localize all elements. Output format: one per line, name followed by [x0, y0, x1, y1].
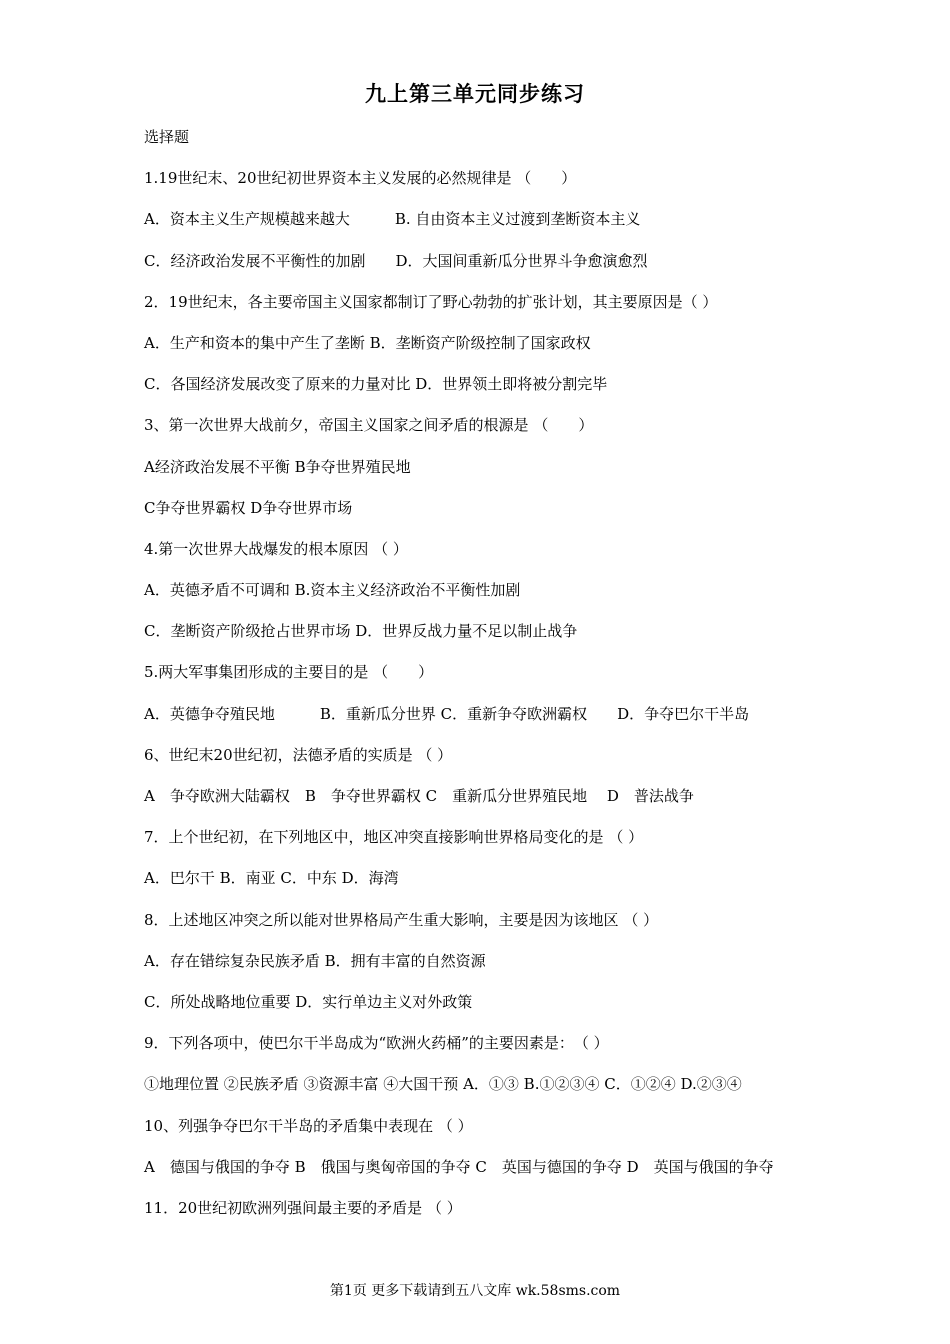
question-8: 8．上述地区冲突之所以能对世界格局产生重大影响，主要是因为该地区 （ ）	[144, 910, 659, 929]
question-9-options: ①地理位置 ②民族矛盾 ③资源丰富 ④大国干预 A．①③ B.①②③④ C．①②④ D.②③④	[144, 1075, 742, 1094]
document-title: 九上第三单元同步练习	[365, 81, 585, 106]
question-2: 2．19世纪末，各主要帝国主义国家都制订了野心勃勃的扩张计划，其主要原因是（ ）	[144, 292, 718, 311]
question-3-options-cd: C争夺世界霸权 D争夺世界市场	[144, 498, 353, 517]
question-9: 9．下列各项中，使巴尔干半岛成为“欧洲火药桶”的主要因素是： （ ）	[144, 1034, 609, 1053]
question-4: 4.第一次世界大战爆发的根本原因 （ ）	[144, 539, 408, 558]
question-10-options: A 德国与俄国的争夺 B 俄国与奥匈帝国的争夺 C 英国与德国的争夺 D 英国与俄国的争夺	[144, 1157, 774, 1176]
question-2-options-cd: C．各国经济发展改变了原来的力量对比 D．世界领土即将被分割完毕	[144, 375, 608, 394]
question-11: 11．20世纪初欧洲列强间最主要的矛盾是 （ ）	[144, 1198, 462, 1217]
question-3-options-ab: A经济政治发展不平衡 B争夺世界殖民地	[144, 457, 411, 476]
section-heading: 选择题	[144, 128, 190, 146]
question-list	[144, 124, 864, 1236]
question-6: 6、世纪末20世纪初，法德矛盾的实质是 （ ）	[144, 745, 453, 764]
question-4-options-cd: C．垄断资产阶级抢占世界市场 D．世界反战力量不足以制止战争	[144, 622, 578, 641]
question-8-options-cd: C．所处战略地位重要 D．实行单边主义对外政策	[144, 992, 473, 1011]
question-10: 10、列强争夺巴尔干半岛的矛盾集中表现在 （ ）	[144, 1116, 473, 1135]
question-6-options: A 争夺欧洲大陆霸权 B 争夺世界霸权 C 重新瓜分世界殖民地 D 普法战争	[144, 787, 694, 805]
question-7: 7．上个世纪初，在下列地区中，地区冲突直接影响世界格局变化的是 （ ）	[144, 828, 644, 847]
question-5-options: A．英德争夺殖民地 B．重新瓜分世界 C．重新争夺欧洲霸权 D．争夺巴尔干半岛	[144, 704, 750, 723]
question-1-options-cd: C．经济政治发展不平衡性的加剧 D．大国间重新瓜分世界斗争愈演愈烈	[144, 251, 648, 270]
question-3: 3、第一次世界大战前夕，帝国主义国家之间矛盾的根源是 （ ）	[144, 416, 594, 435]
question-4-options-ab: A．英德矛盾不可调和 B.资本主义经济政治不平衡性加剧	[144, 581, 521, 600]
question-7-options: A．巴尔干 B．南亚 C．中东 D．海湾	[144, 869, 399, 888]
page-footer: 第1页 更多下载请到五八文库 wk.58sms.com	[329, 1283, 621, 1299]
question-1-options-ab: A．资本主义生产规模越来越大 B. 自由资本主义过渡到垄断资本主义	[144, 210, 641, 229]
question-1: 1.19世纪末、20世纪初世界资本主义发展的必然规律是 （ ）	[144, 169, 577, 188]
question-8-options-ab: A．存在错综复杂民族矛盾 B．拥有丰富的自然资源	[144, 951, 486, 970]
question-2-options-ab: A．生产和资本的集中产生了垄断 B．垄断资产阶级控制了国家政权	[144, 333, 591, 352]
question-5: 5.两大军事集团形成的主要目的是 （ ）	[144, 663, 434, 682]
